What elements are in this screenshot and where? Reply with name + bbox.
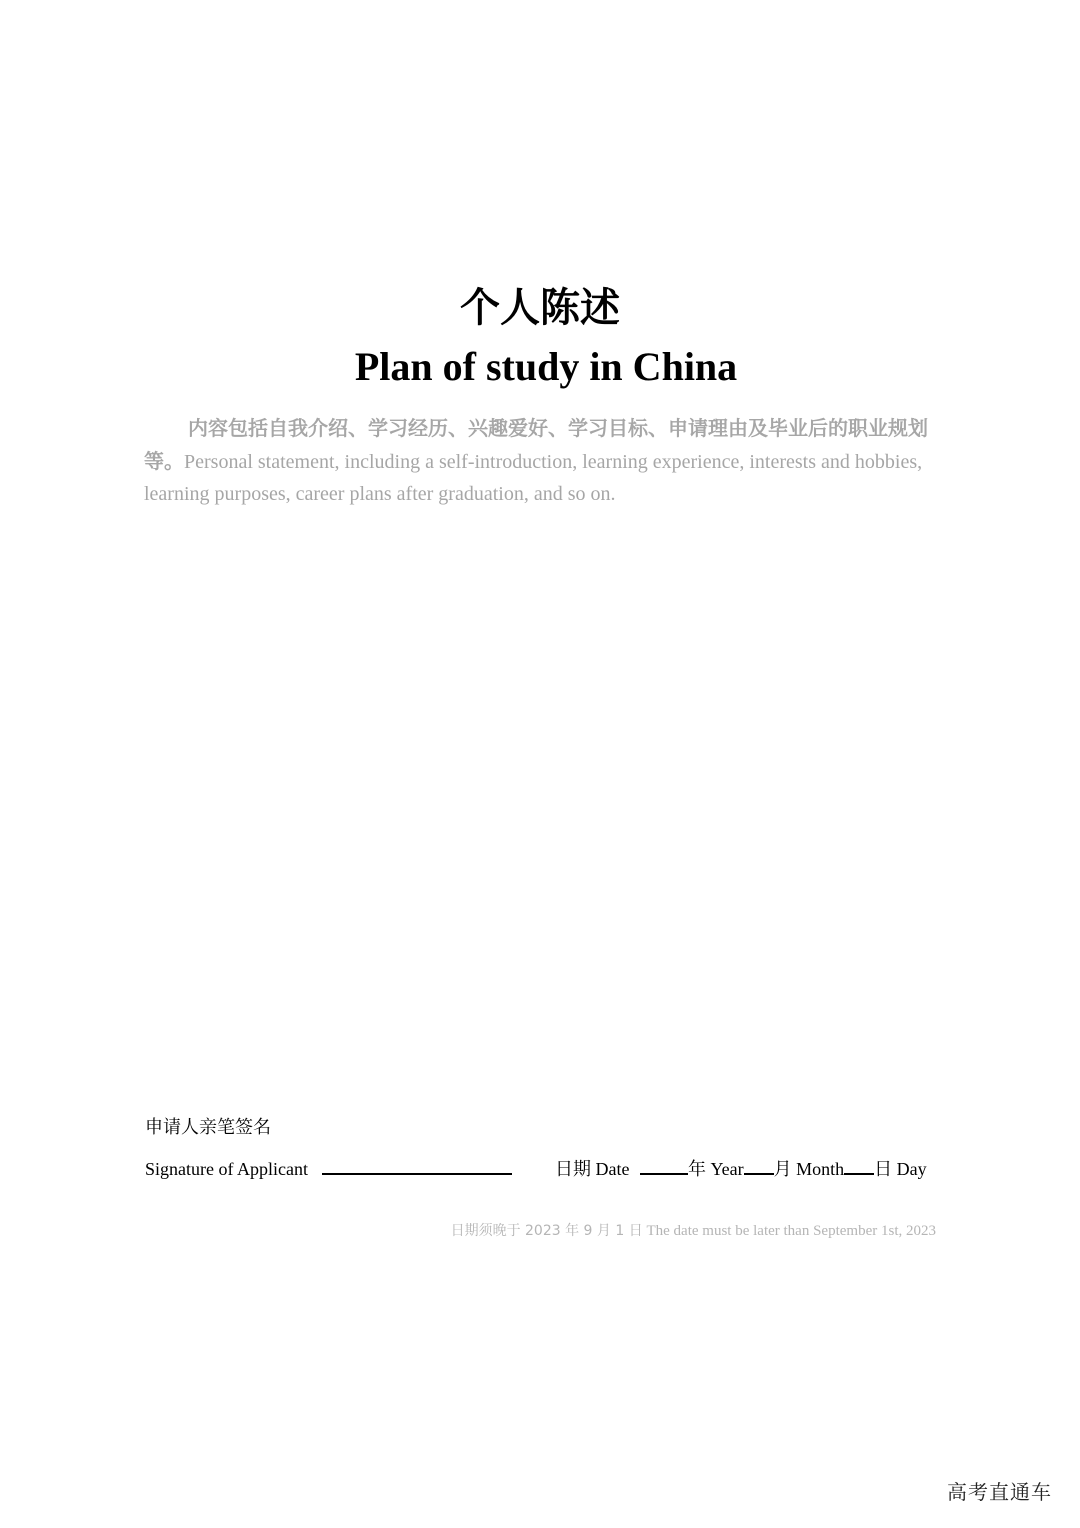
- instructions-english: Personal statement, including a self-introduction, learning experience, interests and hobbies, learning purposes, career plans after graduation, and so on.: [144, 451, 923, 505]
- signature-field[interactable]: [322, 1155, 512, 1175]
- page-title-english: Plan of study in China: [354, 344, 738, 389]
- month-label-english: Month: [796, 1159, 845, 1179]
- date-label-english: Date: [595, 1159, 630, 1179]
- date-requirement-note: [451, 1220, 936, 1242]
- instructions-chinese: 内容包括自我介绍、学习经历、兴趣爱好、学习目标、申请理由及毕业后的职业规划等。: [144, 416, 928, 473]
- month-label-chinese: 月: [773, 1159, 792, 1180]
- day-label-chinese: 日: [874, 1159, 893, 1180]
- note-chinese: 日期须晚于 2023 年 9 月 1 日: [450, 1223, 643, 1239]
- day-label-english: Day: [896, 1159, 927, 1179]
- month-field[interactable]: [744, 1155, 774, 1175]
- watermark: 高考直通车: [947, 1480, 1052, 1504]
- year-label-english: Year: [710, 1159, 744, 1179]
- year-label-chinese: 年: [687, 1159, 706, 1180]
- date-label-chinese: 日期: [554, 1159, 591, 1180]
- page-title-chinese: 个人陈述: [460, 285, 620, 331]
- year-field[interactable]: [640, 1155, 688, 1175]
- signature-label-english: Signature of Applicant: [145, 1159, 308, 1179]
- instructions-text: [144, 412, 936, 510]
- signature-label-chinese: 申请人亲笔签名: [145, 1117, 271, 1138]
- note-english: The date must be later than September 1st, 2023: [646, 1223, 936, 1239]
- signature-date-row: [145, 1155, 927, 1183]
- day-field[interactable]: [844, 1155, 874, 1175]
